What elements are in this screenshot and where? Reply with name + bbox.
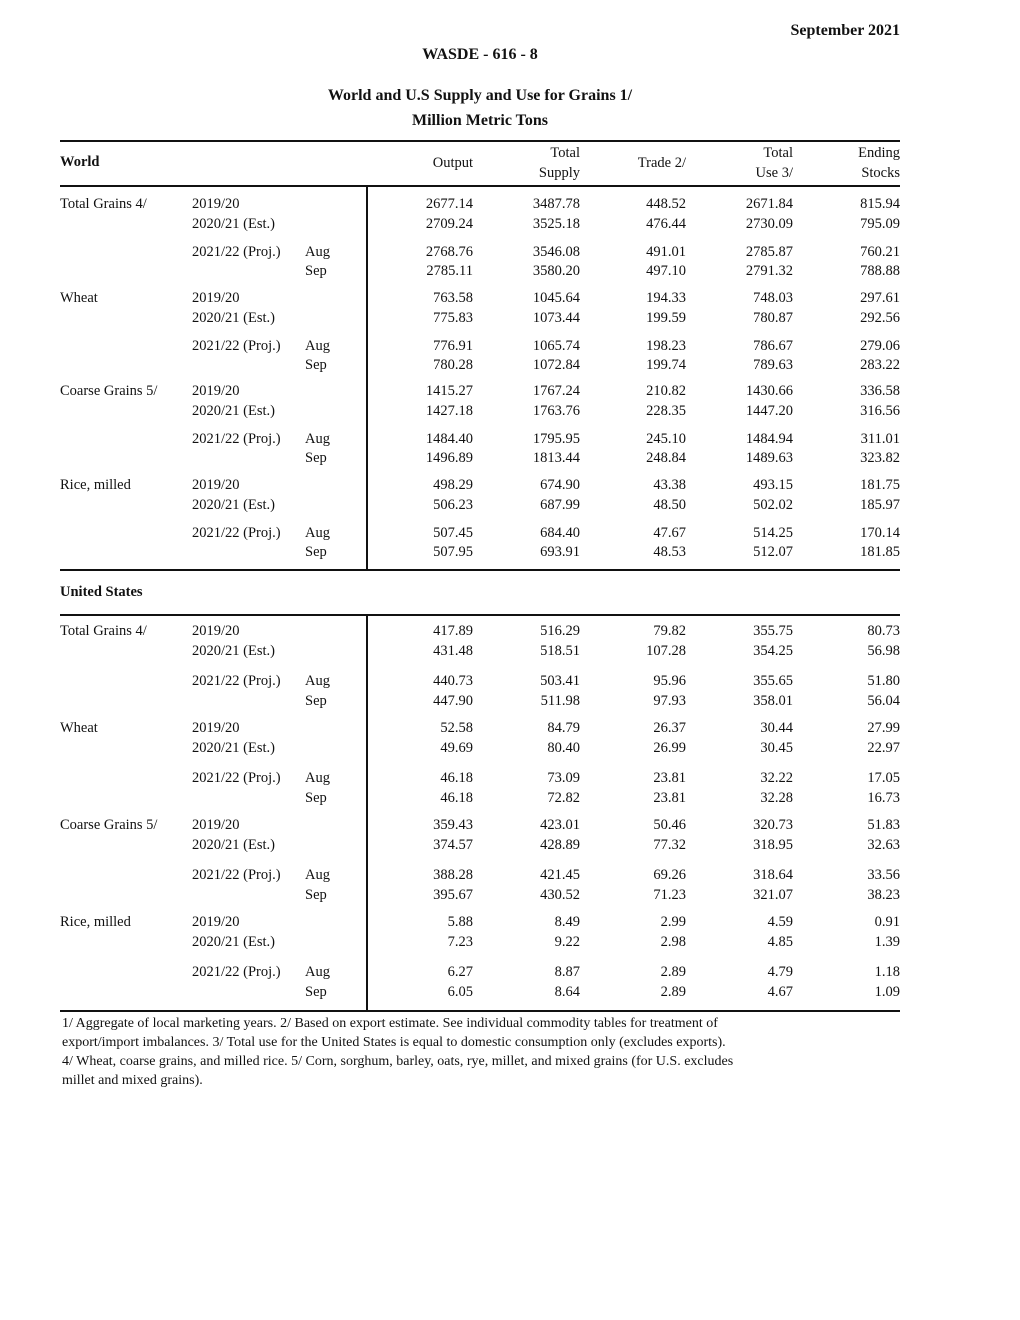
value-cell: 22.97	[867, 740, 900, 756]
value-cell: 69.26	[653, 866, 686, 883]
month-label: Aug	[305, 243, 330, 260]
trade-header: Trade 2/	[637, 155, 686, 171]
value-cell: 80.73	[867, 623, 900, 639]
value-cell: 48.53	[653, 544, 686, 560]
value-cell: 321.07	[753, 886, 793, 903]
value-cell: 0.91	[874, 914, 900, 930]
value-cell: 199.74	[646, 357, 686, 373]
month-label: Aug	[305, 524, 330, 541]
value-cell: 181.75	[860, 477, 900, 493]
value-cell: 9.22	[554, 934, 580, 950]
value-cell: 815.94	[860, 196, 900, 212]
year-label: 2019/20	[192, 817, 240, 833]
value-cell: 311.01	[860, 430, 900, 447]
value-cell: 516.29	[540, 623, 580, 639]
value-cell: 395.67	[433, 886, 473, 903]
value-cell: 1767.24	[532, 383, 580, 399]
footnotes	[62, 1014, 902, 1090]
value-cell: 79.82	[653, 623, 686, 639]
value-cell: 77.32	[653, 837, 686, 853]
footnote-line: 1/ Aggregate of local marketing years. 2/ Based on export estimate. See individual commodity tables for treatment of	[62, 1016, 718, 1031]
us-section-label: United States	[60, 584, 143, 600]
value-cell: 506.23	[433, 496, 473, 513]
value-cell: 1813.44	[532, 450, 580, 466]
value-cell: 354.25	[753, 643, 793, 659]
value-cell: 3487.78	[532, 196, 580, 212]
value-cell: 359.43	[433, 817, 473, 833]
value-cell: 497.10	[646, 263, 686, 279]
table-subtitle: Million Metric Tons	[412, 112, 548, 129]
value-cell: 518.51	[540, 643, 580, 659]
value-cell: 51.80	[867, 672, 900, 689]
value-cell: 38.23	[867, 886, 900, 903]
value-cell: 8.87	[554, 963, 580, 980]
month-label: Aug	[305, 769, 330, 786]
commodity-label: Wheat	[60, 290, 98, 306]
value-cell: 56.04	[867, 692, 900, 709]
commodity-label: Total Grains 4/	[60, 196, 147, 212]
value-cell: 16.73	[867, 789, 900, 806]
year-label: 2020/21 (Est.)	[192, 643, 275, 659]
value-cell: 2768.76	[425, 243, 473, 260]
month-label: Sep	[305, 263, 327, 279]
value-cell: 511.98	[540, 692, 580, 709]
value-cell: 760.21	[860, 243, 900, 260]
value-cell: 1795.95	[532, 430, 580, 447]
value-cell: 283.22	[860, 357, 900, 373]
value-cell: 514.25	[753, 524, 793, 541]
commodity-label: Wheat	[60, 720, 98, 736]
value-cell: 2.98	[660, 934, 686, 950]
value-cell: 48.50	[653, 496, 686, 513]
value-cell: 507.45	[433, 524, 473, 541]
value-cell: 1415.27	[425, 383, 473, 399]
value-cell: 71.23	[653, 886, 686, 903]
value-cell: 498.29	[433, 477, 473, 493]
value-cell: 795.09	[860, 215, 900, 232]
value-cell: 1496.89	[425, 450, 473, 466]
value-cell: 1072.84	[532, 357, 580, 373]
value-cell: 493.15	[753, 477, 793, 493]
value-cell: 786.67	[753, 337, 793, 354]
value-cell: 1065.74	[532, 337, 580, 354]
value-cell: 2.89	[660, 963, 686, 980]
year-label: 2020/21 (Est.)	[192, 402, 275, 419]
commodity-label: Coarse Grains 5/	[60, 817, 158, 833]
value-cell: 3525.18	[532, 215, 580, 232]
total-supply-header-line2: Supply	[538, 165, 580, 181]
year-label: 2021/22 (Proj.)	[192, 672, 281, 689]
value-cell: 789.63	[753, 357, 793, 373]
value-cell: 43.38	[653, 477, 686, 493]
value-cell: 8.49	[554, 914, 580, 930]
value-cell: 46.18	[440, 769, 473, 786]
value-cell: 84.79	[547, 720, 580, 736]
year-label: 2020/21 (Est.)	[192, 215, 275, 232]
year-label: 2019/20	[192, 196, 240, 212]
value-cell: 491.01	[646, 243, 686, 260]
year-label: 2020/21 (Est.)	[192, 309, 275, 326]
month-label: Sep	[305, 789, 327, 806]
value-cell: 423.01	[540, 817, 580, 833]
value-cell: 780.28	[433, 357, 473, 373]
value-cell: 1430.66	[745, 383, 793, 399]
value-cell: 51.83	[867, 817, 900, 833]
commodity-label: Total Grains 4/	[60, 623, 147, 639]
value-cell: 33.56	[867, 866, 900, 883]
value-cell: 674.90	[540, 477, 580, 493]
value-cell: 47.67	[653, 524, 686, 541]
world-vertical-rule	[366, 185, 368, 569]
value-cell: 374.57	[433, 837, 473, 853]
value-cell: 421.45	[540, 866, 580, 883]
header-bottom-rule	[60, 185, 900, 187]
total-use-header-line1: Total	[763, 145, 793, 161]
value-cell: 1073.44	[532, 309, 580, 326]
year-label: 2021/22 (Proj.)	[192, 337, 281, 354]
commodity-label: Rice, milled	[60, 477, 131, 493]
value-cell: 3580.20	[532, 263, 580, 279]
table-top-rule	[60, 140, 900, 142]
output-header: Output	[432, 155, 473, 171]
value-cell: 1.39	[874, 934, 900, 950]
table-title: World and U.S Supply and Use for Grains 1/	[327, 87, 633, 104]
value-cell: 32.63	[867, 837, 900, 853]
footnote-line: export/import imbalances. 3/ Total use for the United States is equal to domestic consumption only (excludes exports).	[62, 1035, 726, 1050]
value-cell: 8.64	[554, 983, 580, 1000]
value-cell: 4.59	[767, 914, 793, 930]
value-cell: 320.73	[753, 817, 793, 833]
year-label: 2019/20	[192, 914, 240, 930]
value-cell: 1.18	[874, 963, 900, 980]
value-cell: 748.03	[753, 290, 793, 306]
value-cell: 447.90	[433, 692, 473, 709]
footnote-line: 4/ Wheat, coarse grains, and milled rice. 5/ Corn, sorghum, barley, oats, rye, millet, and mixed grains (for U.S. excludes	[62, 1054, 734, 1069]
value-cell: 56.98	[867, 643, 900, 659]
year-label: 2019/20	[192, 290, 240, 306]
value-cell: 17.05	[867, 769, 900, 786]
value-cell: 97.93	[653, 692, 686, 709]
value-cell: 448.52	[646, 196, 686, 212]
value-cell: 248.84	[646, 450, 686, 466]
value-cell: 30.44	[760, 720, 793, 736]
value-cell: 318.64	[753, 866, 793, 883]
year-label: 2021/22 (Proj.)	[192, 243, 281, 260]
value-cell: 388.28	[433, 866, 473, 883]
value-cell: 4.67	[767, 983, 793, 1000]
value-cell: 6.05	[447, 983, 473, 1000]
value-cell: 780.87	[753, 309, 793, 326]
year-label: 2019/20	[192, 623, 240, 639]
value-cell: 428.89	[540, 837, 580, 853]
month-label: Sep	[305, 544, 327, 560]
value-cell: 318.95	[753, 837, 793, 853]
year-label: 2021/22 (Proj.)	[192, 963, 281, 980]
value-cell: 502.02	[753, 496, 793, 513]
month-label: Aug	[305, 337, 330, 354]
value-cell: 73.09	[547, 769, 580, 786]
value-cell: 775.83	[433, 309, 473, 326]
year-label: 2020/21 (Est.)	[192, 837, 275, 853]
value-cell: 228.35	[646, 402, 686, 419]
value-cell: 27.99	[867, 720, 900, 736]
value-cell: 7.23	[447, 934, 473, 950]
value-cell: 788.88	[860, 263, 900, 279]
value-cell: 1.09	[874, 983, 900, 1000]
value-cell: 72.82	[547, 789, 580, 806]
value-cell: 3546.08	[532, 243, 580, 260]
value-cell: 23.81	[653, 769, 686, 786]
value-cell: 5.88	[447, 914, 473, 930]
value-cell: 170.14	[860, 524, 900, 541]
value-cell: 763.58	[433, 290, 473, 306]
value-cell: 430.52	[540, 886, 580, 903]
value-cell: 245.10	[646, 430, 686, 447]
value-cell: 358.01	[753, 692, 793, 709]
ending-stocks-header-line1: Ending	[858, 145, 900, 161]
value-cell: 684.40	[540, 524, 580, 541]
value-cell: 52.58	[440, 720, 473, 736]
month-label: Aug	[305, 963, 330, 980]
year-label: 2019/20	[192, 720, 240, 736]
value-cell: 194.33	[646, 290, 686, 306]
month-label: Aug	[305, 866, 330, 883]
value-cell: 2791.32	[745, 263, 793, 279]
report-date: September 2021	[790, 22, 900, 39]
month-label: Sep	[305, 983, 327, 1000]
value-cell: 693.91	[540, 544, 580, 560]
year-label: 2020/21 (Est.)	[192, 740, 275, 756]
commodity-label: Coarse Grains 5/	[60, 383, 158, 399]
value-cell: 431.48	[433, 643, 473, 659]
year-label: 2021/22 (Proj.)	[192, 866, 281, 883]
year-label: 2021/22 (Proj.)	[192, 430, 281, 447]
value-cell: 185.97	[860, 496, 900, 513]
month-label: Sep	[305, 357, 327, 373]
value-cell: 95.96	[653, 672, 686, 689]
value-cell: 503.41	[540, 672, 580, 689]
report-id: WASDE - 616 - 8	[422, 46, 538, 63]
value-cell: 1427.18	[425, 402, 473, 419]
value-cell: 181.85	[860, 544, 900, 560]
world-bottom-rule	[60, 569, 900, 571]
value-cell: 355.65	[753, 672, 793, 689]
footnote-line: millet and mixed grains).	[62, 1073, 203, 1088]
us-top-rule	[60, 614, 900, 616]
total-supply-header-line1: Total	[550, 145, 580, 161]
value-cell: 2785.87	[745, 243, 793, 260]
value-cell: 336.58	[860, 383, 900, 399]
table-bottom-rule	[60, 1010, 900, 1012]
value-cell: 80.40	[547, 740, 580, 756]
value-cell: 107.28	[646, 643, 686, 659]
value-cell: 2677.14	[425, 196, 473, 212]
value-cell: 355.75	[753, 623, 793, 639]
value-cell: 4.79	[767, 963, 793, 980]
month-label: Aug	[305, 672, 330, 689]
value-cell: 316.56	[860, 402, 900, 419]
value-cell: 32.22	[760, 769, 793, 786]
value-cell: 417.89	[433, 623, 473, 639]
value-cell: 440.73	[433, 672, 473, 689]
commodity-label: Rice, milled	[60, 914, 131, 930]
value-cell: 2671.84	[745, 196, 793, 212]
total-use-header-line2: Use 3/	[755, 165, 793, 181]
value-cell: 687.99	[540, 496, 580, 513]
month-label: Sep	[305, 692, 327, 709]
month-label: Sep	[305, 886, 327, 903]
value-cell: 476.44	[646, 215, 686, 232]
year-label: 2019/20	[192, 383, 240, 399]
value-cell: 2.89	[660, 983, 686, 1000]
value-cell: 2709.24	[425, 215, 473, 232]
value-cell: 2730.09	[745, 215, 793, 232]
value-cell: 1447.20	[745, 402, 793, 419]
value-cell: 32.28	[760, 789, 793, 806]
year-label: 2020/21 (Est.)	[192, 934, 275, 950]
value-cell: 2785.11	[426, 263, 473, 279]
value-cell: 6.27	[447, 963, 473, 980]
year-label: 2019/20	[192, 477, 240, 493]
ending-stocks-header-line2: Stocks	[861, 165, 900, 181]
year-label: 2020/21 (Est.)	[192, 496, 275, 513]
value-cell: 26.99	[653, 740, 686, 756]
value-cell: 279.06	[860, 337, 900, 354]
value-cell: 198.23	[646, 337, 686, 354]
value-cell: 1484.94	[745, 430, 793, 447]
value-cell: 297.61	[860, 290, 900, 306]
year-label: 2021/22 (Proj.)	[192, 769, 281, 786]
value-cell: 776.91	[433, 337, 473, 354]
month-label: Aug	[305, 430, 330, 447]
value-cell: 292.56	[860, 309, 900, 326]
value-cell: 512.07	[753, 544, 793, 560]
supply-use-table	[60, 140, 900, 1140]
value-cell: 210.82	[646, 383, 686, 399]
value-cell: 49.69	[440, 740, 473, 756]
value-cell: 1763.76	[532, 402, 580, 419]
year-label: 2021/22 (Proj.)	[192, 524, 281, 541]
value-cell: 26.37	[653, 720, 686, 736]
month-label: Sep	[305, 450, 327, 466]
value-cell: 50.46	[653, 817, 686, 833]
world-section-label: World	[60, 154, 100, 170]
value-cell: 199.59	[646, 309, 686, 326]
value-cell: 23.81	[653, 789, 686, 806]
us-vertical-rule	[366, 614, 368, 1010]
value-cell: 30.45	[760, 740, 793, 756]
value-cell: 323.82	[860, 450, 900, 466]
value-cell: 2.99	[660, 914, 686, 930]
value-cell: 507.95	[433, 544, 473, 560]
value-cell: 1484.40	[425, 430, 473, 447]
value-cell: 1045.64	[532, 290, 580, 306]
value-cell: 1489.63	[745, 450, 793, 466]
value-cell: 4.85	[767, 934, 793, 950]
value-cell: 46.18	[440, 789, 473, 806]
